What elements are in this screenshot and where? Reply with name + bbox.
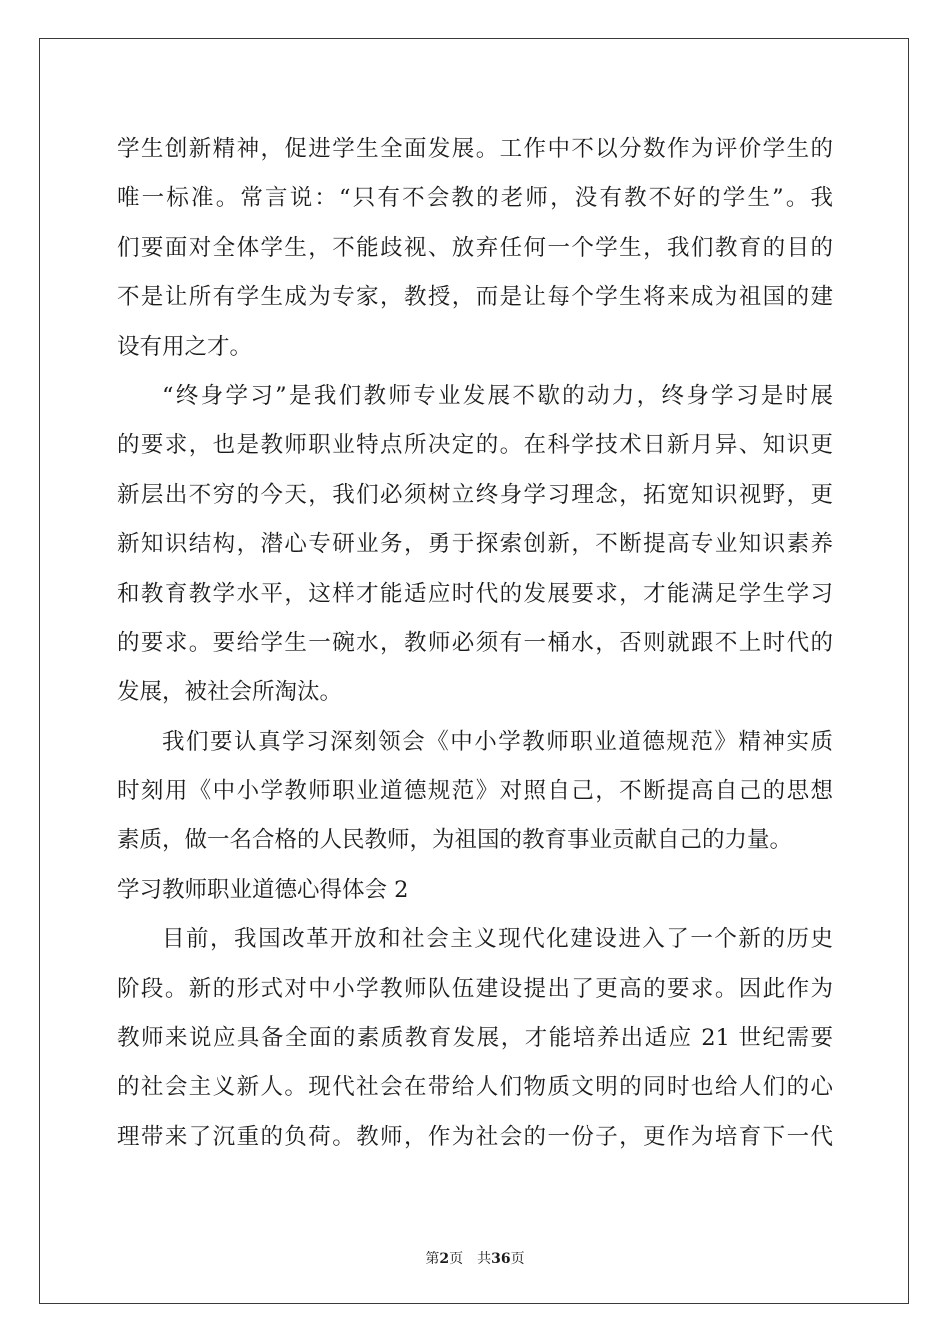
text-line: 教师来说应具备全面的素质教育发展，才能培养出适应 21 世纪需要 xyxy=(117,1025,833,1052)
total-suffix: 页 xyxy=(510,1251,525,1267)
text-line: 时刻用《中小学教师职业道德规范》对照自己，不断提高自己的思想 xyxy=(117,778,833,805)
text-line: 新知识结构，潜心专研业务，勇于探索创新，不断提高专业知识素养 xyxy=(117,531,833,558)
page-footer xyxy=(0,1248,950,1268)
text-line: 的要求。要给学生一碗水，教师必须有一桶水，否则就跟不上时代的 xyxy=(117,629,833,656)
page-number: 2 xyxy=(439,1251,450,1267)
text-line: “终身学习”是我们教师专业发展不歇的动力，终身学习是时展 xyxy=(162,382,833,409)
text-line: 目前，我国改革开放和社会主义现代化建设进入了一个新的历史 xyxy=(162,926,833,953)
text-line: 的社会主义新人。现代社会在带给人们物质文明的同时也给人们的心 xyxy=(117,1074,833,1101)
total-prefix: 共 xyxy=(477,1251,492,1267)
section-heading: 学习教师职业道德心得体会 2 xyxy=(117,876,409,903)
text-line: 我们要认真学习深刻领会《中小学教师职业道德规范》精神实质 xyxy=(162,728,833,755)
text-line: 们要面对全体学生，不能歧视、放弃任何一个学生，我们教育的目的 xyxy=(117,234,833,261)
document-body xyxy=(117,125,833,1162)
text-line: 和教育教学水平，这样才能适应时代的发展要求，才能满足学生学习 xyxy=(117,580,833,607)
text-line: 新层出不穷的今天，我们必须树立终身学习理念，拓宽知识视野，更 xyxy=(117,481,833,508)
text-line: 设有用之才。 xyxy=(117,333,253,360)
text-line: 理带来了沉重的负荷。教师，作为社会的一份子，更作为培育下一代 xyxy=(117,1123,833,1150)
text-line: 的要求，也是教师职业特点所决定的。在科学技术日新月异、知识更 xyxy=(117,432,833,459)
text-line: 素质，做一名合格的人民教师，为祖国的教育事业贡献自己的力量。 xyxy=(117,827,793,854)
page-prefix: 第 xyxy=(425,1251,440,1267)
total-pages: 36 xyxy=(491,1251,511,1267)
text-line: 阶段。新的形式对中小学教师队伍建设提出了更高的要求。因此作为 xyxy=(117,975,833,1002)
text-line: 唯一标准。常言说：“只有不会教的老师，没有教不好的学生”。我 xyxy=(117,185,833,212)
text-line: 学生创新精神，促进学生全面发展。工作中不以分数作为评价学生的 xyxy=(117,136,833,162)
page-suffix: 页 xyxy=(449,1251,464,1267)
text-line: 不是让所有学生成为专家，教授，而是让每个学生将来成为祖国的建 xyxy=(117,284,833,311)
text-line: 发展，被社会所淘汰。 xyxy=(117,679,343,706)
